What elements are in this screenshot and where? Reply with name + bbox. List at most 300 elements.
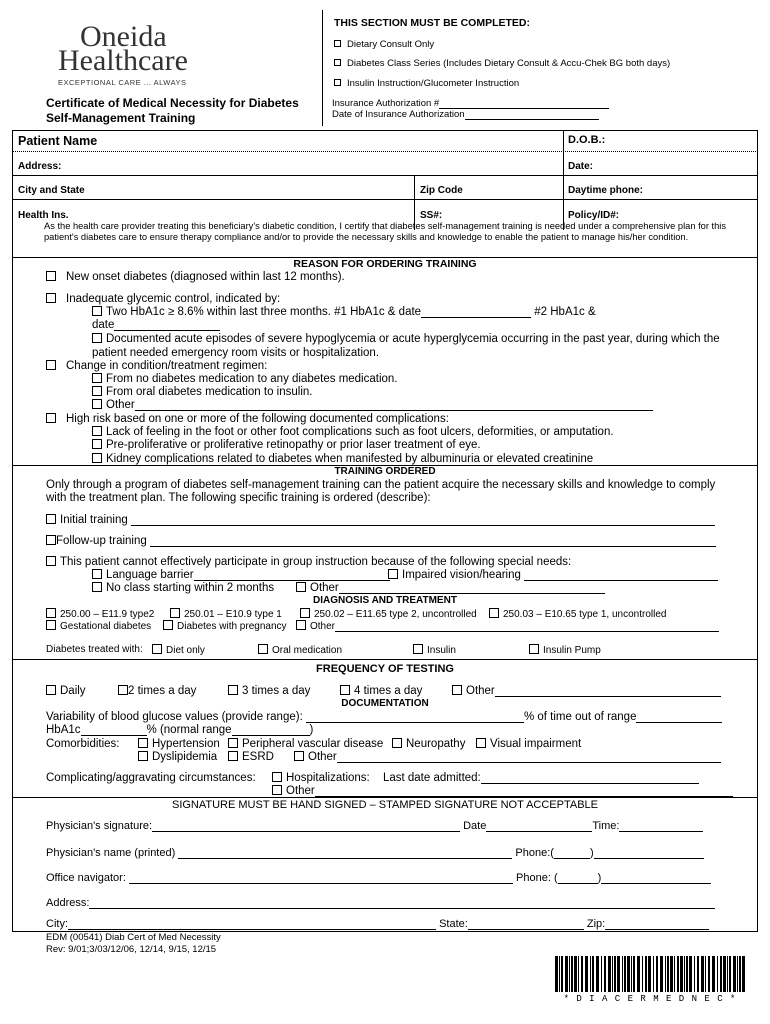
reason-2[interactable] xyxy=(46,293,280,305)
barcode-bar xyxy=(614,956,616,992)
address-field[interactable] xyxy=(46,897,715,909)
barcode-bar xyxy=(561,956,563,992)
barcode-bar xyxy=(624,956,626,992)
field-line[interactable] xyxy=(554,847,590,859)
checkbox[interactable] xyxy=(46,293,56,303)
dx-7[interactable] xyxy=(296,620,719,632)
barcode-bar xyxy=(642,956,643,992)
option-label: Initial training xyxy=(60,514,128,526)
field-line[interactable] xyxy=(558,872,598,884)
option-label: Other xyxy=(286,785,315,797)
barcode-bar xyxy=(627,956,630,992)
barcode-bar xyxy=(596,956,599,992)
logo-line2: Healthcare xyxy=(58,44,188,77)
completion-option-2[interactable] xyxy=(334,58,670,69)
field-label: HbA1c xyxy=(46,724,81,736)
field-line[interactable] xyxy=(337,751,721,763)
checkbox[interactable] xyxy=(92,333,102,343)
comorb-neuro[interactable] xyxy=(392,738,465,750)
barcode-bar xyxy=(705,956,706,992)
checkbox[interactable] xyxy=(46,271,56,281)
divider xyxy=(12,199,758,200)
field-label: Time: xyxy=(592,820,620,832)
option-label: date xyxy=(92,319,115,331)
checkbox[interactable] xyxy=(334,59,341,66)
option-label: Dietary Consult Only xyxy=(347,39,435,50)
checkbox[interactable] xyxy=(46,620,56,630)
comorb-other[interactable] xyxy=(294,751,721,763)
barcode-bar xyxy=(720,956,722,992)
barcode-bar xyxy=(565,956,568,992)
barcode-bar xyxy=(674,956,675,992)
treated-with-label: Diabetes treated with: xyxy=(46,644,143,655)
option-label: Visual impairment xyxy=(490,738,582,750)
comorb-dyslip[interactable] xyxy=(138,751,217,763)
option-label: Hypertension xyxy=(152,738,220,750)
border-right xyxy=(757,130,758,932)
field-line[interactable] xyxy=(68,918,436,930)
checkbox[interactable] xyxy=(92,426,102,436)
form-title-line1: Certificate of Medical Necessity for Diabetes xyxy=(46,96,299,110)
signature-heading: SIGNATURE MUST BE HAND SIGNED – STAMPED SIGNATURE NOT ACCEPTABLE xyxy=(171,799,599,811)
language-barrier[interactable] xyxy=(92,569,390,581)
reason-2a-date[interactable] xyxy=(92,319,220,331)
checkbox[interactable] xyxy=(92,373,102,383)
barcode-bar xyxy=(727,956,728,992)
checkbox[interactable] xyxy=(92,582,102,592)
barcode-bar xyxy=(559,956,560,992)
dx-1[interactable] xyxy=(46,608,154,620)
barcode-bar xyxy=(733,956,736,992)
barcode-bar xyxy=(660,956,663,992)
field-label: Date of Insurance Authorization xyxy=(332,109,465,120)
physician-signature[interactable] xyxy=(46,820,703,832)
city-state-zip[interactable] xyxy=(46,918,709,930)
field-label: ) xyxy=(309,724,314,736)
tx-insulin[interactable] xyxy=(413,644,456,656)
option-label: Gestational diabetes xyxy=(60,621,152,632)
logo xyxy=(50,22,270,92)
field-line[interactable] xyxy=(335,620,719,632)
ssn-label: SS#: xyxy=(420,210,443,221)
checkbox[interactable] xyxy=(92,453,102,463)
field-line[interactable] xyxy=(619,820,703,832)
option-label: New onset diabetes (diagnosed within last 12 months). xyxy=(66,271,345,283)
reason-4[interactable] xyxy=(46,413,449,425)
option-label: Dyslipidemia xyxy=(152,751,218,763)
checkbox[interactable] xyxy=(92,439,102,449)
option-label: Lack of feeling in the foot or other foot complications such as foot ulcers, deformities, or amputation. xyxy=(106,426,614,438)
barcode-bar xyxy=(574,956,577,992)
field-label: Physician's signature: xyxy=(46,820,153,832)
certification-text: As the health care provider treating this beneficiary's diabetic condition, I certify that diabetes self-management training is needed under a comprehensive plan for this patient's diabetes care to ensure therapy compliance and/or to provide the necessary skills and knowledge to enable the patient to manage his/her condition. xyxy=(44,221,726,242)
option-label: No class starting within 2 months xyxy=(106,582,275,594)
checkbox[interactable] xyxy=(46,685,56,695)
checkbox[interactable] xyxy=(296,620,306,630)
checkbox[interactable] xyxy=(388,569,398,579)
complicating-label: Complicating/aggravating circumstances: xyxy=(46,772,256,784)
field-line[interactable] xyxy=(194,569,390,581)
barcode-text: * D I A C E R M E D N E C * xyxy=(563,994,737,1004)
barcode-bar xyxy=(569,956,570,992)
checkbox[interactable] xyxy=(92,569,102,579)
option-label: 2 times a day xyxy=(128,685,197,697)
barcode-bar xyxy=(737,956,738,992)
dx-2[interactable] xyxy=(170,608,282,620)
field-label: State: xyxy=(439,918,468,930)
hba1c[interactable] xyxy=(46,724,313,736)
completion-option-3[interactable] xyxy=(334,78,519,89)
completion-heading: THIS SECTION MUST BE COMPLETED: xyxy=(334,17,531,29)
barcode-bar xyxy=(622,956,623,992)
option-label: Other xyxy=(310,582,339,594)
barcode-bar xyxy=(590,956,591,992)
option-label: Documented acute episodes of severe hypoglycemia or acute hyperglycemia occurring in the past year, during which the xyxy=(106,333,720,345)
option-label: Insulin Instruction/Glucometer Instruction xyxy=(347,78,520,89)
training-heading: TRAINING ORDERED xyxy=(334,466,436,477)
barcode-bar xyxy=(742,956,745,992)
dx-6[interactable] xyxy=(163,620,287,632)
comorb-pvd[interactable] xyxy=(228,738,383,750)
daytime-phone-label: Daytime phone: xyxy=(568,185,644,196)
barcode-bar xyxy=(712,956,715,992)
checkbox[interactable] xyxy=(452,685,462,695)
barcode-bar xyxy=(656,956,658,992)
option-label: Hospitalizations: xyxy=(286,772,370,784)
barcode-bar xyxy=(633,956,635,992)
checkbox[interactable] xyxy=(228,685,238,695)
option-label: Pre-proliferative or proliferative retinopathy or prior laser treatment of eye. xyxy=(106,439,481,451)
field-label: ) xyxy=(589,847,594,859)
barcode-bar xyxy=(717,956,718,992)
field-line[interactable] xyxy=(135,399,653,411)
field-label: % (normal range xyxy=(146,724,232,736)
physician-name[interactable] xyxy=(46,847,704,859)
checkbox[interactable] xyxy=(296,582,306,592)
field-label: Physician's name (printed) xyxy=(46,847,176,859)
checkbox[interactable] xyxy=(46,514,56,524)
field-line[interactable] xyxy=(81,724,147,736)
field-line[interactable] xyxy=(605,918,709,930)
option-label: This patient cannot effectively participate in group instruction because of the following special needs: xyxy=(60,556,572,568)
barcode-bar xyxy=(645,956,647,992)
diagnosis-heading: DIAGNOSIS AND TREATMENT xyxy=(313,595,457,606)
reason-3b[interactable] xyxy=(92,386,312,398)
checkbox[interactable] xyxy=(138,751,148,761)
checkbox[interactable] xyxy=(413,644,423,654)
dob-label: D.O.B.: xyxy=(568,134,606,146)
option-label: Change in condition/treatment regimen: xyxy=(66,360,268,372)
option-label: ESRD xyxy=(242,751,274,763)
option-label: 250.00 – E11.9 type2 xyxy=(60,609,155,620)
health-ins-label: Health Ins. xyxy=(18,210,69,221)
dx-3[interactable] xyxy=(300,608,477,620)
checkbox[interactable] xyxy=(272,772,282,782)
variability[interactable] xyxy=(46,711,722,723)
field-line[interactable] xyxy=(439,99,609,109)
option-label: Follow-up training xyxy=(56,535,147,547)
logo-tagline: EXCEPTIONAL CARE ... ALWAYS xyxy=(58,78,187,87)
barcode-bar xyxy=(689,956,692,992)
reason-3c[interactable] xyxy=(92,399,653,411)
checkbox[interactable] xyxy=(272,785,282,795)
barcode-bar xyxy=(585,956,588,992)
training-other[interactable] xyxy=(296,582,605,594)
checkbox[interactable] xyxy=(228,751,238,761)
divider xyxy=(12,175,758,176)
field-label: ( xyxy=(550,847,554,859)
field-line[interactable] xyxy=(495,685,721,697)
field-label: Zip: xyxy=(586,918,606,930)
field-label: Phone: xyxy=(515,847,551,859)
tx-pump[interactable] xyxy=(529,644,601,656)
border-left xyxy=(12,130,13,932)
option-label: Insulin xyxy=(427,645,456,656)
reason-2b[interactable] xyxy=(92,333,720,345)
complicating-other[interactable] xyxy=(272,785,733,797)
checkbox[interactable] xyxy=(170,608,180,618)
reason-heading: REASON FOR ORDERING TRAINING xyxy=(293,258,477,270)
field-label: Office navigator: xyxy=(46,872,126,884)
option-label: From no diabetes medication to any diabetes medication. xyxy=(106,373,398,385)
office-navigator[interactable] xyxy=(46,872,711,884)
comorbidities-label: Comorbidities: xyxy=(46,738,120,750)
field-label: Insurance Authorization # xyxy=(332,98,440,109)
option-label: From oral diabetes medication to insulin. xyxy=(106,386,313,398)
revision: Rev: 9/01;3/03/12/06, 12/14, 9/15, 12/15 xyxy=(46,944,217,955)
tx-oral[interactable] xyxy=(258,644,342,656)
option-label: 250.03 – E10.65 type 1, uncontrolled xyxy=(503,609,667,620)
field-line[interactable] xyxy=(315,785,733,797)
barcode-bar xyxy=(670,956,673,992)
barcode-bar xyxy=(739,956,741,992)
field-label: Date xyxy=(463,820,487,832)
address-label: Address: xyxy=(18,161,62,172)
field-line[interactable] xyxy=(131,514,715,526)
checkbox[interactable] xyxy=(92,306,102,316)
field-line[interactable] xyxy=(481,772,699,784)
checkbox[interactable] xyxy=(489,608,499,618)
checkbox[interactable] xyxy=(92,386,102,396)
impaired-vision[interactable] xyxy=(388,569,718,581)
reason-2b-cont: patient needed emergency room visits or hospitalization. xyxy=(92,347,380,359)
option-label: Other xyxy=(308,751,337,763)
training-intro-1: Only through a program of diabetes self-management training can the patient acquire the necessary skills and knowledge to comply xyxy=(46,479,716,491)
reason-1[interactable] xyxy=(46,271,345,283)
option-label: Language barrier xyxy=(106,569,194,581)
form-title-line2: Self-Management Training xyxy=(46,111,196,125)
followup-training[interactable] xyxy=(46,535,716,547)
field-line[interactable] xyxy=(129,872,513,884)
reason-3a[interactable] xyxy=(92,373,398,385)
checkbox[interactable] xyxy=(46,413,56,423)
checkbox[interactable] xyxy=(529,644,539,654)
divider xyxy=(12,797,758,798)
option-label: Inadequate glycemic control, indicated by: xyxy=(66,293,281,305)
group-instruction[interactable] xyxy=(46,556,571,568)
checkbox[interactable] xyxy=(138,738,148,748)
insurance-auth-number[interactable] xyxy=(332,98,609,109)
form-code: EDM (00541) Diab Cert of Med Necessity xyxy=(46,932,221,943)
checkbox[interactable] xyxy=(46,556,56,566)
divider xyxy=(12,151,758,153)
reason-2a[interactable] xyxy=(92,306,596,318)
option-label: Diabetes Class Series (Includes Dietary Consult & Accu-Chek BG both days) xyxy=(347,58,671,69)
barcode-bar xyxy=(604,956,606,992)
freq-daily[interactable] xyxy=(46,685,86,697)
field-line[interactable] xyxy=(114,319,220,331)
field-line[interactable] xyxy=(594,847,704,859)
option-label: Insulin Pump xyxy=(543,645,601,656)
barcode-bar xyxy=(680,956,683,992)
barcode-bar xyxy=(729,956,731,992)
initial-training[interactable] xyxy=(46,514,715,526)
checkbox[interactable] xyxy=(334,40,341,47)
option-label: Oral medication xyxy=(272,645,343,656)
option-label: Diet only xyxy=(166,645,205,656)
completion-option-1[interactable] xyxy=(334,39,434,50)
insurance-auth-date[interactable] xyxy=(332,109,599,120)
city-state-label: City and State xyxy=(18,185,85,196)
field-line[interactable] xyxy=(89,897,715,909)
freq-3[interactable] xyxy=(228,685,310,697)
barcode-bar xyxy=(581,956,583,992)
divider xyxy=(12,130,758,131)
barcode-bar xyxy=(723,956,726,992)
option-label: Other xyxy=(466,685,495,697)
checkbox[interactable] xyxy=(46,360,56,370)
comorb-esrd[interactable] xyxy=(228,751,274,763)
field-line[interactable] xyxy=(468,918,584,930)
checkbox[interactable] xyxy=(46,535,56,545)
checkbox[interactable] xyxy=(92,399,102,409)
reason-3[interactable] xyxy=(46,360,267,372)
field-label: City: xyxy=(46,918,68,930)
option-label: 4 times a day xyxy=(354,685,423,697)
checkbox[interactable] xyxy=(392,738,402,748)
field-label: Variability of blood glucose values (provide range): xyxy=(46,711,303,723)
field-line[interactable] xyxy=(339,582,605,594)
barcode-bar xyxy=(578,956,579,992)
field-label: Phone: ( xyxy=(516,872,558,884)
field-line[interactable] xyxy=(465,110,599,120)
freq-4[interactable] xyxy=(340,685,422,697)
checkbox[interactable] xyxy=(258,644,268,654)
comorb-visual[interactable] xyxy=(476,738,581,750)
option-label: Kidney complications related to diabetes when manifested by albuminuria or elevated creatinine xyxy=(106,453,594,465)
barcode-bar xyxy=(555,956,558,992)
barcode-bar xyxy=(701,956,704,992)
barcode-bar xyxy=(631,956,632,992)
checkbox[interactable] xyxy=(294,751,304,761)
form-title xyxy=(46,96,299,126)
barcode-bar xyxy=(617,956,620,992)
field-label: Last date admitted: xyxy=(382,772,481,784)
patient-name-label: Patient Name xyxy=(18,134,98,148)
training-intro-2: with the treatment plan. The following specific training is ordered (describe): xyxy=(46,492,431,504)
barcode-bar xyxy=(608,956,611,992)
option-label: Impaired vision/hearing xyxy=(402,569,521,581)
barcode-bar xyxy=(684,956,685,992)
field-label: ) xyxy=(597,872,602,884)
reason-4c[interactable] xyxy=(92,453,593,465)
field-line[interactable] xyxy=(524,569,718,581)
checkbox[interactable] xyxy=(476,738,486,748)
checkbox[interactable] xyxy=(152,644,162,654)
field-line[interactable] xyxy=(232,724,310,736)
field-line[interactable] xyxy=(636,711,722,723)
field-line[interactable] xyxy=(152,820,460,832)
barcode-bar xyxy=(697,956,699,992)
option-label: 250.01 – E10.9 type 1 xyxy=(184,609,282,620)
field-line[interactable] xyxy=(150,535,716,547)
field-line[interactable] xyxy=(421,306,531,318)
logo-line1: Oneida xyxy=(80,20,167,53)
option-label: Daily xyxy=(60,685,86,697)
reason-4b[interactable] xyxy=(92,439,481,451)
checkbox[interactable] xyxy=(46,608,56,618)
field-line[interactable] xyxy=(306,711,524,723)
field-line[interactable] xyxy=(486,820,592,832)
field-line[interactable] xyxy=(178,847,512,859)
date-label: Date: xyxy=(568,161,594,172)
field-line[interactable] xyxy=(601,872,711,884)
comorb-htn[interactable] xyxy=(138,738,220,750)
barcode-bar xyxy=(637,956,640,992)
option-label: Diabetes with pregnancy xyxy=(177,621,287,632)
tx-diet[interactable] xyxy=(152,644,205,656)
checkbox[interactable] xyxy=(228,738,238,748)
documentation-heading: DOCUMENTATION xyxy=(341,698,429,709)
option-label: Neuropathy xyxy=(406,738,466,750)
barcode-bar xyxy=(694,956,695,992)
dx-4[interactable] xyxy=(489,608,666,620)
option-label: High risk based on one or more of the following documented complications: xyxy=(66,413,449,425)
barcode-bar xyxy=(571,956,573,992)
zip-code-label: Zip Code xyxy=(420,185,463,196)
barcode-bar xyxy=(708,956,710,992)
barcode-bar xyxy=(648,956,651,992)
divider xyxy=(12,659,758,660)
barcode-bar xyxy=(612,956,613,992)
dx-5[interactable] xyxy=(46,620,151,632)
reason-4a[interactable] xyxy=(92,426,614,438)
field-label: Address: xyxy=(46,897,90,909)
checkbox[interactable] xyxy=(163,620,173,630)
barcode-bar xyxy=(592,956,594,992)
barcode-bar xyxy=(665,956,666,992)
option-label: Two HbA1c ≥ 8.6% within last three months. #1 HbA1c & date xyxy=(106,306,422,318)
option-label: Peripheral vascular disease xyxy=(242,738,384,750)
checkbox[interactable] xyxy=(334,79,341,86)
freq-other[interactable] xyxy=(452,685,721,697)
field-label: % of time out of range xyxy=(523,711,637,723)
divider xyxy=(563,130,564,230)
freq-2[interactable] xyxy=(118,685,196,697)
barcode-bar xyxy=(601,956,602,992)
barcode-bar xyxy=(677,956,679,992)
option-label: 250.02 – E11.65 type 2, uncontrolled xyxy=(314,609,477,620)
checkbox[interactable] xyxy=(300,608,310,618)
option-label: Other xyxy=(310,621,336,632)
option-label: Other xyxy=(106,399,135,411)
barcode xyxy=(555,956,745,992)
option-label: 3 times a day xyxy=(242,685,311,697)
checkbox[interactable] xyxy=(340,685,350,695)
hospitalizations[interactable] xyxy=(272,772,699,784)
no-class[interactable] xyxy=(92,582,274,594)
checkbox[interactable] xyxy=(118,685,128,695)
